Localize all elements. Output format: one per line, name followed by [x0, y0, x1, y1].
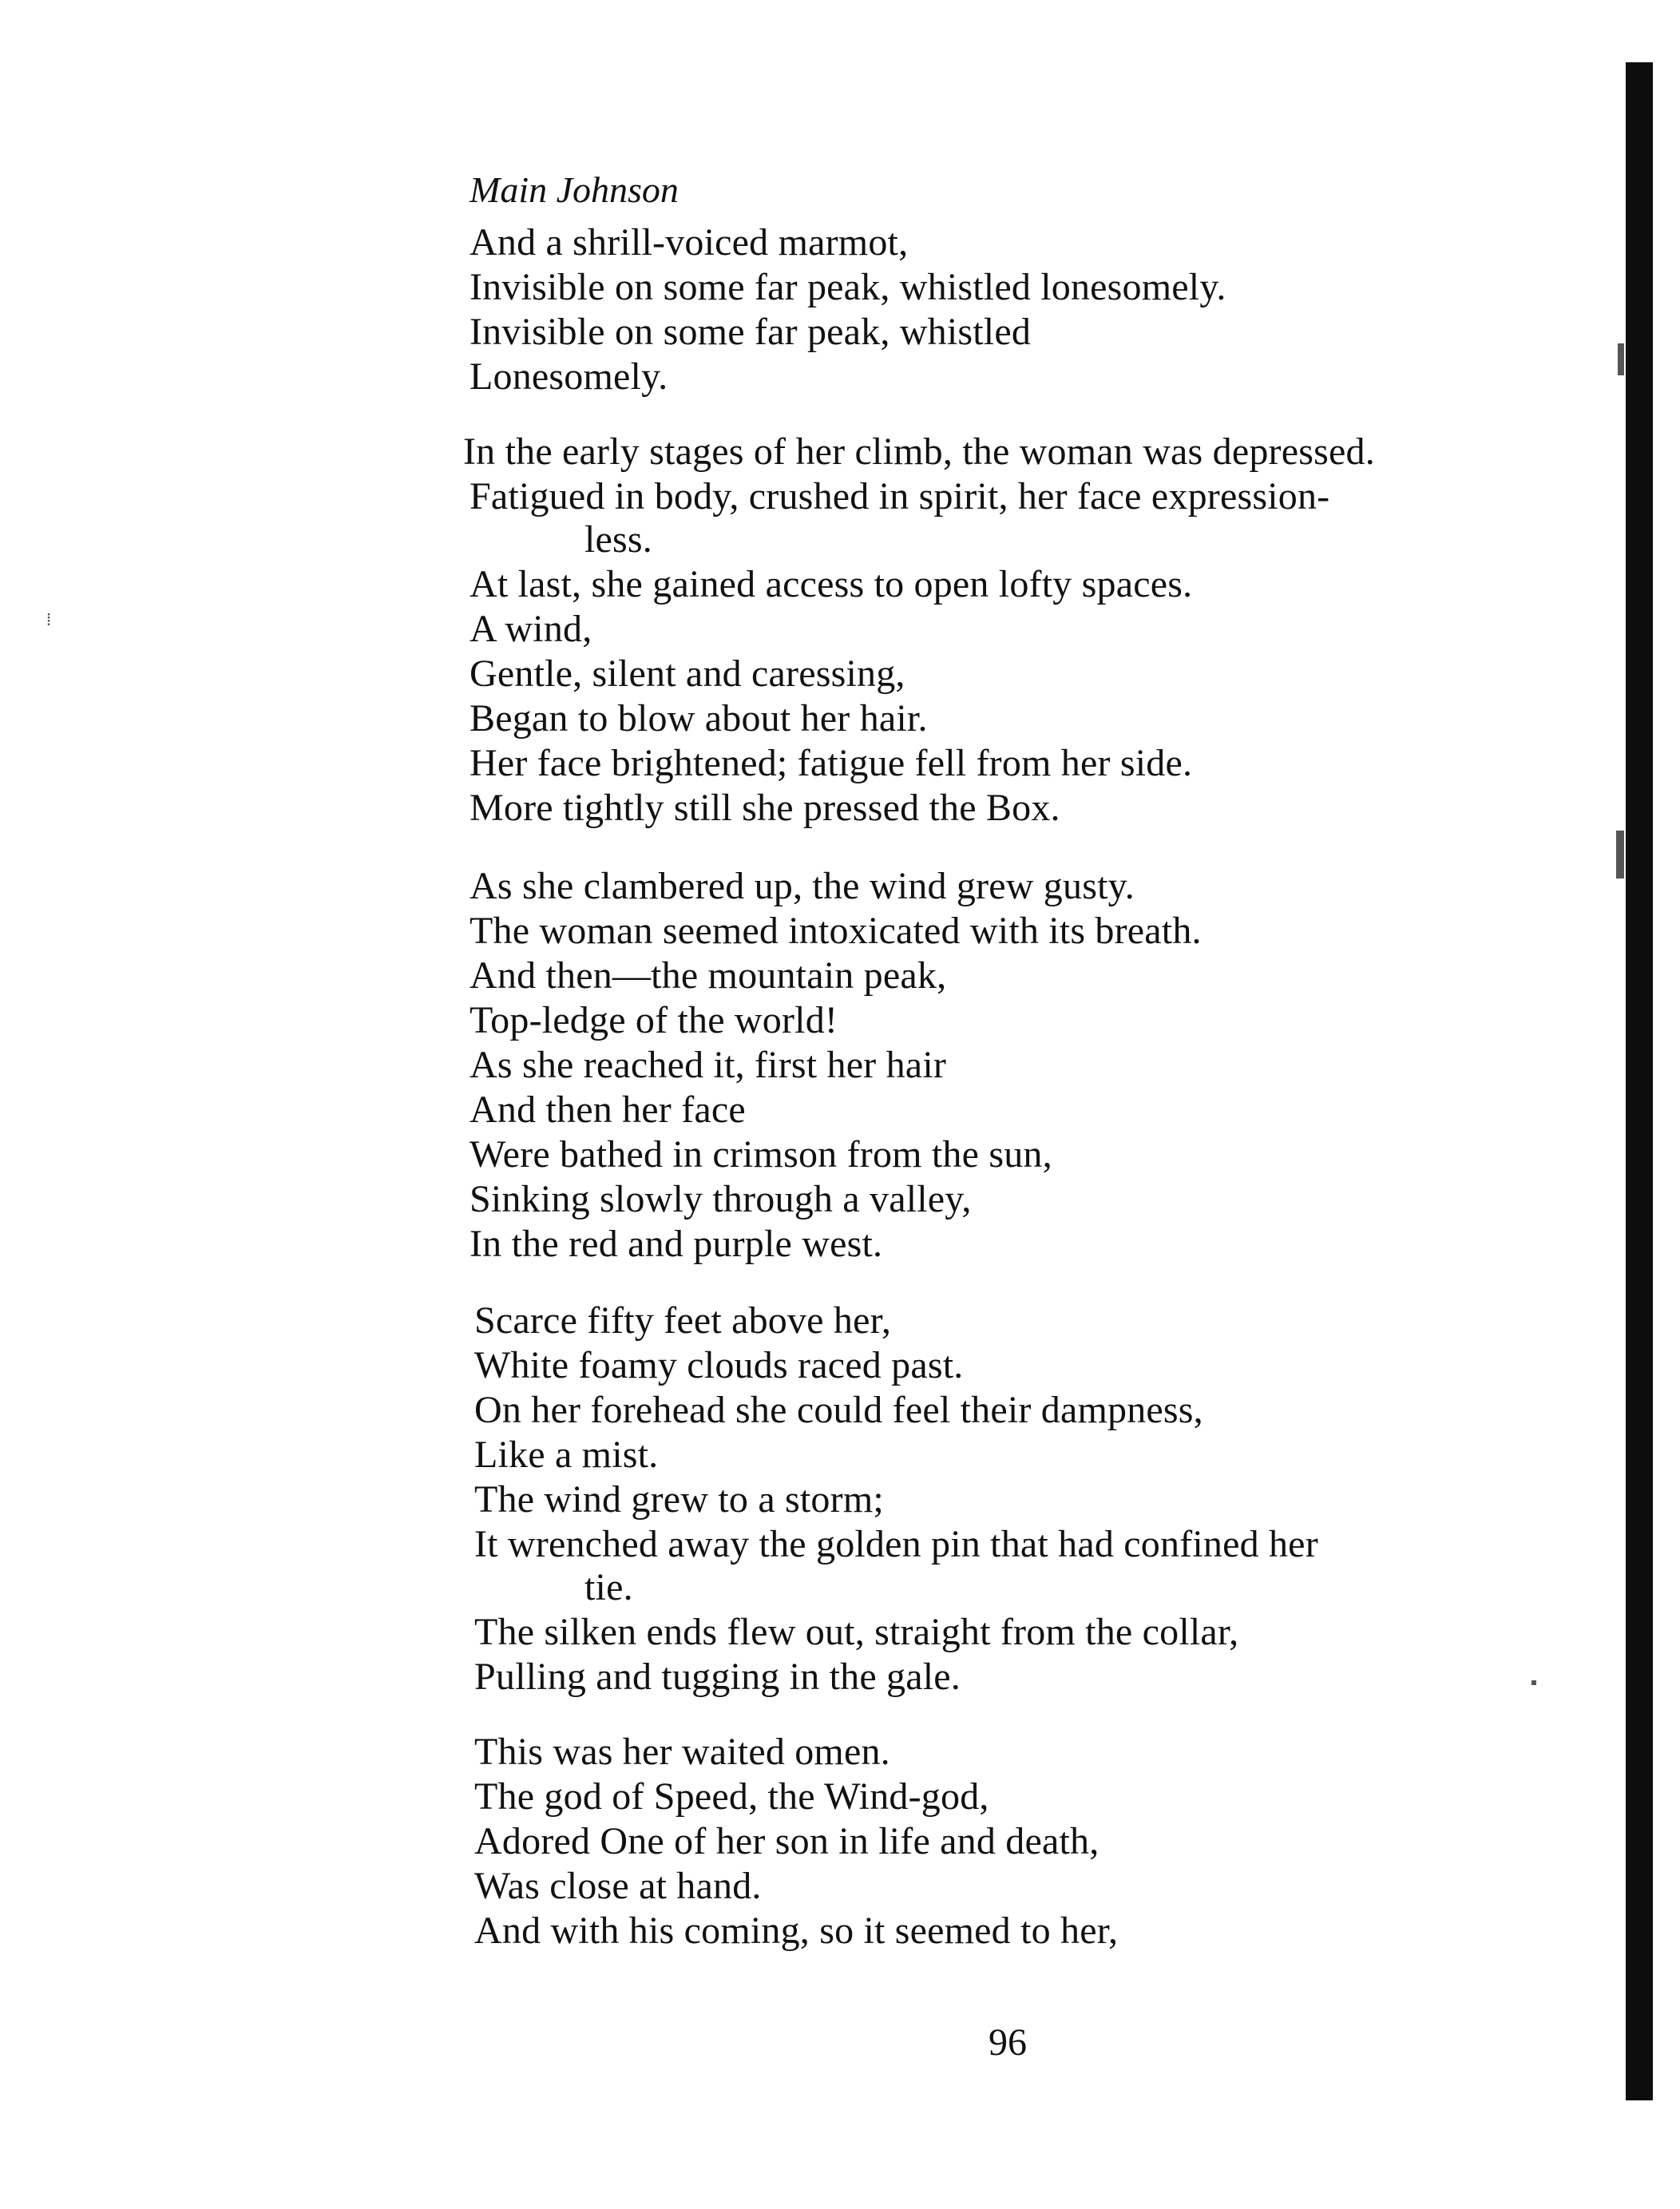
- poem-line: And then—the mountain peak,: [470, 954, 947, 997]
- poem-line: The woman seemed intoxicated with its breath.: [470, 910, 1202, 952]
- poem-line: The god of Speed, the Wind-god,: [474, 1775, 989, 1818]
- poem-line: In the early stages of her climb, the woman was depressed.: [463, 430, 1375, 473]
- page-number: 96: [989, 2021, 1027, 2064]
- poem-line: Like a mist.: [474, 1434, 659, 1476]
- poem-line: A wind,: [470, 608, 592, 650]
- poem-line: At last, she gained access to open lofty spaces.: [470, 563, 1193, 605]
- poem-line: On her forehead she could feel their dampness,: [474, 1389, 1203, 1431]
- poem-line: And then her face: [470, 1089, 746, 1131]
- poem-line: Top-ledge of the world!: [470, 999, 838, 1041]
- poem-line: Gentle, silent and caressing,: [470, 652, 905, 695]
- poem-line: Fatigued in body, crushed in spirit, her face expression-: [470, 475, 1330, 518]
- poem-line: Lonesomely.: [470, 355, 668, 398]
- poem-line: Invisible on some far peak, whistled: [470, 311, 1032, 353]
- poem-line: This was her waited omen.: [474, 1731, 890, 1773]
- poem-line-continuation: tie.: [584, 1566, 633, 1608]
- margin-specks: ⁞: [46, 609, 52, 629]
- poem-line: As she clambered up, the wind grew gusty.: [470, 865, 1135, 907]
- poem-line: Her face brightened; fatigue fell from her side.: [470, 742, 1193, 784]
- running-head: Main Johnson: [470, 169, 679, 210]
- poem-line: Scarce fifty feet above her,: [474, 1299, 892, 1342]
- poem-line: Adored One of her son in life and death,: [474, 1820, 1100, 1862]
- poem-line: The silken ends flew out, straight from the collar,: [474, 1611, 1239, 1653]
- poem-line: Began to blow about her hair.: [470, 697, 928, 740]
- poem-line: Were bathed in crimson from the sun,: [470, 1133, 1052, 1176]
- edge-speck: [1618, 343, 1624, 375]
- poem-line: As she reached it, first her hair: [470, 1044, 947, 1086]
- edge-speck: [1616, 831, 1624, 878]
- page-edge-shadow: [1626, 62, 1653, 2100]
- edge-speck: [1531, 1680, 1536, 1685]
- poem-line: In the red and purple west.: [470, 1223, 883, 1265]
- poem-line-continuation: less.: [584, 518, 652, 561]
- poem-line: Invisible on some far peak, whistled lonesomely.: [470, 266, 1226, 308]
- poem-line: White foamy clouds raced past.: [474, 1344, 964, 1386]
- poem-line: Was close at hand.: [474, 1865, 762, 1907]
- poem-line: And with his coming, so it seemed to her,: [474, 1910, 1119, 1952]
- poem-line: It wrenched away the golden pin that had confined her: [474, 1523, 1318, 1565]
- poem-line: The wind grew to a storm;: [474, 1478, 884, 1521]
- poem-line: Pulling and tugging in the gale.: [474, 1656, 961, 1698]
- poem-line: And a shrill-voiced marmot,: [470, 221, 909, 264]
- poem-line: More tightly still she pressed the Box.: [470, 787, 1060, 829]
- poem-line: Sinking slowly through a valley,: [470, 1178, 972, 1220]
